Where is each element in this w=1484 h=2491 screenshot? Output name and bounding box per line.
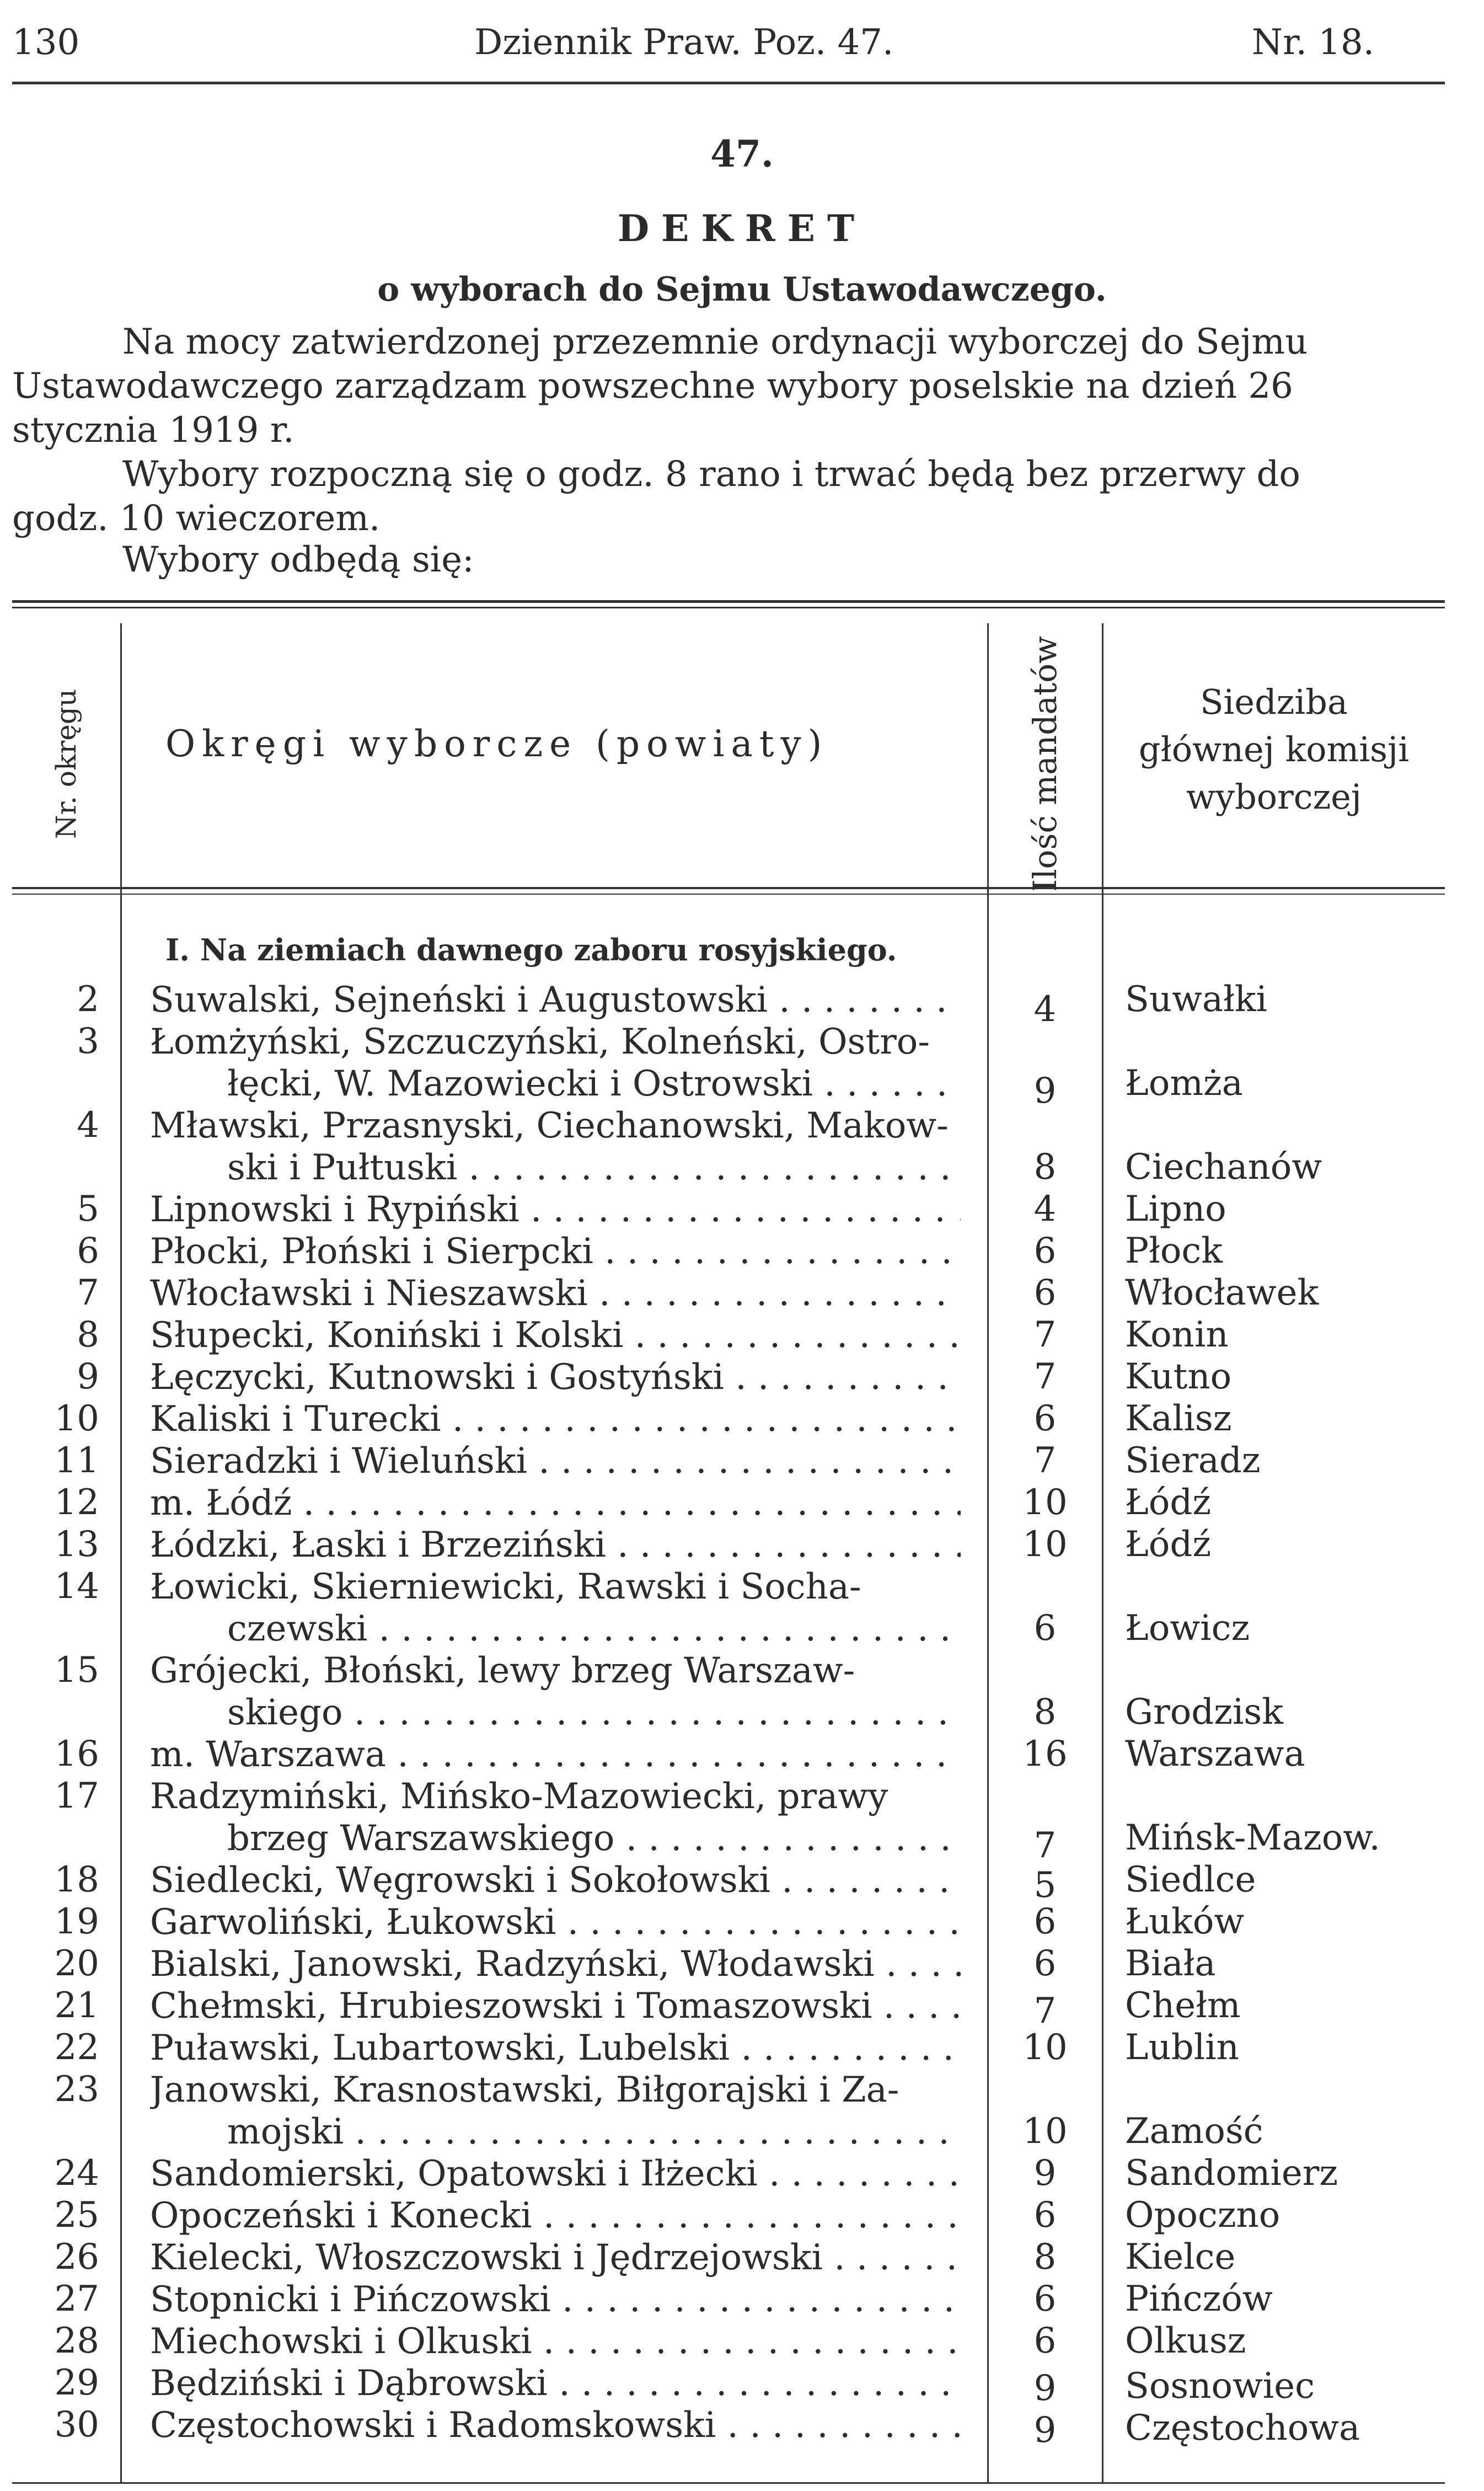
district-names — [150, 2237, 961, 2279]
district-line: m. Warszawa . . . — [150, 1734, 961, 1776]
district-line: Grójecki, Błoński, lewy brzeg Warszaw- — [150, 1650, 855, 1691]
district-line: Łęczycki, Kutnowski i Gostyński . . . — [150, 1356, 961, 1398]
commission-seat: Zamość — [1125, 2111, 1263, 2152]
district-line: Chełmski, Hrubieszowski i Tomaszowski . . . — [150, 1985, 961, 2027]
commission-seat: Pińczów — [1125, 2279, 1273, 2319]
district-number: 18 — [54, 1859, 99, 1900]
column-header-districts: Okręgi wyborcze (powiaty) — [165, 723, 829, 765]
district-line: Włocławski i Nieszawski . . . — [150, 1273, 961, 1314]
commission-seat: Płock — [1125, 1231, 1223, 1271]
paragraph-line: stycznia 1919 r. — [12, 410, 294, 451]
district-names — [150, 1231, 961, 1273]
mandate-count: 4 — [1033, 1189, 1057, 1230]
commission-seat: Grodzisk — [1125, 1692, 1284, 1733]
commission-seat: Opoczno — [1125, 2195, 1281, 2236]
commission-seat: Łowicz — [1125, 1608, 1250, 1649]
district-line: Radzymiński, Mińsko-Mazowiecki, prawy — [150, 1776, 888, 1817]
commission-seat: Łódź — [1125, 1482, 1212, 1523]
district-line: ski i Pułtuski . . . — [150, 1147, 961, 1189]
district-number: 17 — [54, 1776, 99, 1816]
mandate-count: 5 — [1033, 1865, 1057, 1906]
district-line: Sieradzki i Wieluński . . . — [150, 1440, 961, 1482]
mandate-count: 7 — [1033, 1991, 1057, 2032]
mandate-count: 10 — [1022, 2027, 1068, 2068]
commission-seat: Łódź — [1125, 1524, 1212, 1565]
column-header-seat-line: głównej komisji — [1138, 729, 1410, 769]
mandate-count: 7 — [1033, 1314, 1057, 1355]
mandate-count: 9 — [1033, 1071, 1057, 1111]
commission-seat: Sieradz — [1125, 1440, 1261, 1481]
commission-seat: Chełm — [1125, 1985, 1241, 2026]
district-number: 24 — [54, 2153, 99, 2194]
district-line: Suwalski, Sejneński i Augustowski . . . — [150, 979, 961, 1021]
column-header-nr-text: Nr. okręgu — [50, 688, 82, 840]
mandate-count: 16 — [1022, 1734, 1068, 1774]
district-number: 19 — [54, 1901, 99, 1942]
district-line: Łódzki, Łaski i Brzeziński . . . — [150, 1524, 961, 1566]
mandate-count: 9 — [1033, 2368, 1057, 2409]
district-number: 27 — [54, 2279, 99, 2319]
mandate-count: 6 — [1033, 2279, 1057, 2319]
commission-seat: Częstochowa — [1125, 2408, 1360, 2449]
mandate-count: 10 — [1022, 1524, 1068, 1565]
district-number: 6 — [77, 1231, 99, 1271]
commission-seat: Włocławek — [1125, 1273, 1319, 1313]
district-names — [150, 1776, 961, 1859]
district-names — [150, 1734, 961, 1776]
district-number: 8 — [77, 1314, 99, 1355]
district-number: 22 — [54, 2027, 99, 2068]
district-number: 9 — [77, 1356, 99, 1397]
district-line: Opoczeński i Konecki . . . — [150, 2195, 961, 2237]
district-line: Słupecki, Koniński i Kolski . . . — [150, 1314, 961, 1356]
district-names — [150, 1482, 961, 1524]
district-names — [150, 1440, 961, 1482]
mandate-count: 7 — [1033, 1356, 1057, 1397]
district-line: Łomżyński, Szczuczyński, Kolneński, Ostro- — [150, 1022, 930, 1062]
commission-seat: Sandomierz — [1125, 2153, 1338, 2194]
page-number: 130 — [12, 22, 80, 63]
mandate-count: 9 — [1033, 2410, 1057, 2451]
paragraph-line: godz. 10 wieczorem. — [12, 498, 381, 539]
district-line: skiego . . . — [150, 1692, 961, 1734]
section-heading: I. Na ziemiach dawnego zaboru rosyjskiego. — [165, 932, 897, 967]
district-names — [150, 1189, 961, 1231]
district-names — [150, 1943, 961, 1985]
issue-number: Nr. 18. — [1252, 22, 1375, 63]
mandate-count: 7 — [1033, 1825, 1057, 1866]
mandate-count: 6 — [1033, 1943, 1057, 1984]
mandate-count: 6 — [1033, 1231, 1057, 1271]
district-names — [150, 979, 961, 1021]
district-line: Miechowski i Olkuski . . . — [150, 2321, 961, 2362]
commission-seat: Suwałki — [1125, 979, 1267, 1020]
district-line: Lipnowski i Rypiński . . . — [150, 1189, 961, 1231]
district-number: 7 — [77, 1273, 99, 1313]
district-names — [150, 2362, 961, 2404]
commission-seat: Biała — [1125, 1943, 1216, 1984]
paragraph-line: Wybory rozpoczną się o godz. 8 rano i trwać będą bez przerwy do — [122, 454, 1300, 495]
district-names — [150, 1901, 961, 1943]
district-line: Bialski, Janowski, Radzyński, Włodawski . . . — [150, 1943, 961, 1985]
district-names — [150, 1314, 961, 1356]
district-names — [150, 2321, 961, 2362]
mandate-count: 10 — [1022, 2111, 1068, 2152]
district-number: 29 — [54, 2362, 99, 2403]
mandate-count: 8 — [1033, 1147, 1057, 1188]
district-line: czewski . . . — [150, 1608, 961, 1650]
commission-seat: Sosnowiec — [1125, 2366, 1315, 2407]
district-line: mojski . . . — [150, 2111, 961, 2153]
mandate-count: 6 — [1033, 1398, 1057, 1439]
district-number: 20 — [54, 1943, 99, 1984]
district-names — [150, 2195, 961, 2237]
district-number: 21 — [54, 1985, 99, 2026]
mandate-count: 10 — [1022, 1482, 1068, 1523]
district-line: Puławski, Lubartowski, Lubelski . . . — [150, 2027, 961, 2069]
commission-seat: Lublin — [1125, 2027, 1239, 2068]
mandate-count: 4 — [1033, 989, 1057, 1030]
district-names — [150, 1566, 961, 1650]
district-number: 15 — [54, 1650, 99, 1691]
district-number: 3 — [77, 1021, 99, 1062]
commission-seat: Ciechanów — [1125, 1147, 1322, 1188]
district-names — [150, 1105, 961, 1189]
district-names — [150, 1356, 961, 1398]
district-line: Janowski, Krasnostawski, Biłgorajski i Za- — [150, 2070, 899, 2110]
district-names — [150, 1985, 961, 2027]
paragraph-line: Na mocy zatwierdzonej przezemnie ordynacji wyborczej do Sejmu — [122, 322, 1308, 362]
mandate-count: 8 — [1033, 1692, 1057, 1733]
district-line: Stopnicki i Pińczowski . . . — [150, 2279, 961, 2321]
commission-seat: Konin — [1125, 1314, 1229, 1355]
district-line: Będziński i Dąbrowski . . . — [150, 2362, 961, 2404]
district-line: m. Łódź . . . — [150, 1482, 961, 1524]
district-number: 26 — [54, 2237, 99, 2278]
district-names — [150, 2153, 961, 2195]
commission-seat: Lipno — [1125, 1189, 1226, 1230]
district-names — [150, 2027, 961, 2069]
paragraph-line: Wybory odbędą się: — [122, 539, 474, 580]
mandate-count: 6 — [1033, 1608, 1057, 1649]
district-line: brzeg Warszawskiego . . . — [150, 1818, 961, 1859]
district-names — [150, 1273, 961, 1314]
column-header-seat-line: wyborczej — [1186, 777, 1362, 817]
district-names — [150, 1650, 961, 1734]
district-names — [150, 1524, 961, 1566]
district-line: Kielecki, Włoszczowski i Jędrzejowski . . . — [150, 2237, 961, 2279]
district-number: 13 — [54, 1524, 99, 1565]
district-number: 2 — [77, 979, 99, 1020]
decree-number: 47. — [710, 132, 774, 175]
mandate-count: 6 — [1033, 1901, 1057, 1942]
district-number: 14 — [54, 1566, 99, 1607]
district-number: 12 — [54, 1482, 99, 1523]
decree-subtitle: o wyborach do Sejmu Ustawodawczego. — [377, 270, 1107, 309]
district-line: Płocki, Płoński i Sierpcki . . . — [150, 1231, 961, 1273]
mandate-count: 6 — [1033, 2195, 1057, 2236]
commission-seat: Kielce — [1125, 2237, 1236, 2278]
journal-title: Dziennik Praw. Poz. 47. — [474, 22, 894, 63]
district-line: Siedlecki, Węgrowski i Sokołowski . . . — [150, 1859, 961, 1901]
mandate-count: 7 — [1033, 1440, 1057, 1481]
commission-seat: Mińsk-Mazow. — [1125, 1818, 1380, 1858]
paragraph-line: Ustawodawczego zarządzam powszechne wybory poselskie na dzień 26 — [12, 366, 1293, 407]
district-number: 11 — [54, 1440, 99, 1481]
district-line: Mławski, Przasnyski, Ciechanowski, Makow- — [150, 1105, 949, 1146]
commission-seat: Kalisz — [1125, 1398, 1232, 1439]
commission-seat: Łuków — [1125, 1901, 1245, 1942]
district-line: Łowicki, Skierniewicki, Rawski i Socha- — [150, 1567, 861, 1607]
district-line: Kaliski i Turecki . . . — [150, 1398, 961, 1440]
district-number: 5 — [77, 1189, 99, 1230]
commission-seat: Łomża — [1125, 1063, 1243, 1104]
commission-seat: Warszawa — [1125, 1734, 1305, 1774]
commission-seat: Kutno — [1125, 1356, 1232, 1397]
mandate-count: 8 — [1033, 2237, 1057, 2278]
column-header-seat-line: Siedziba — [1200, 682, 1348, 722]
commission-seat: Olkusz — [1125, 2321, 1246, 2361]
district-line: Garwoliński, Łukowski . . . — [150, 1901, 961, 1943]
district-names — [150, 2404, 961, 2446]
district-line: Sandomierski, Opatowski i Iłżecki . . . — [150, 2153, 961, 2195]
district-number: 25 — [54, 2195, 99, 2236]
mandate-count: 6 — [1033, 2321, 1057, 2361]
column-header-mandates-text: Ilość mandatów — [1026, 636, 1064, 892]
decree-title: DEKRET — [617, 207, 867, 250]
district-number: 4 — [77, 1105, 99, 1146]
district-number: 30 — [54, 2404, 99, 2445]
mandate-count: 6 — [1033, 1273, 1057, 1313]
district-number: 10 — [54, 1398, 99, 1439]
district-names — [150, 1398, 961, 1440]
district-names — [150, 2279, 961, 2321]
district-names — [150, 1859, 961, 1901]
district-line: łęcki, W. Mazowiecki i Ostrowski . . . — [150, 1063, 961, 1105]
district-names — [150, 1021, 961, 1105]
mandate-count: 9 — [1033, 2153, 1057, 2194]
district-number: 28 — [54, 2321, 99, 2361]
district-number: 23 — [54, 2069, 99, 2110]
district-line: Częstochowski i Radomskowski . . . — [150, 2404, 961, 2446]
district-number: 16 — [54, 1734, 99, 1774]
commission-seat: Siedlce — [1125, 1859, 1256, 1900]
district-names — [150, 2069, 961, 2153]
